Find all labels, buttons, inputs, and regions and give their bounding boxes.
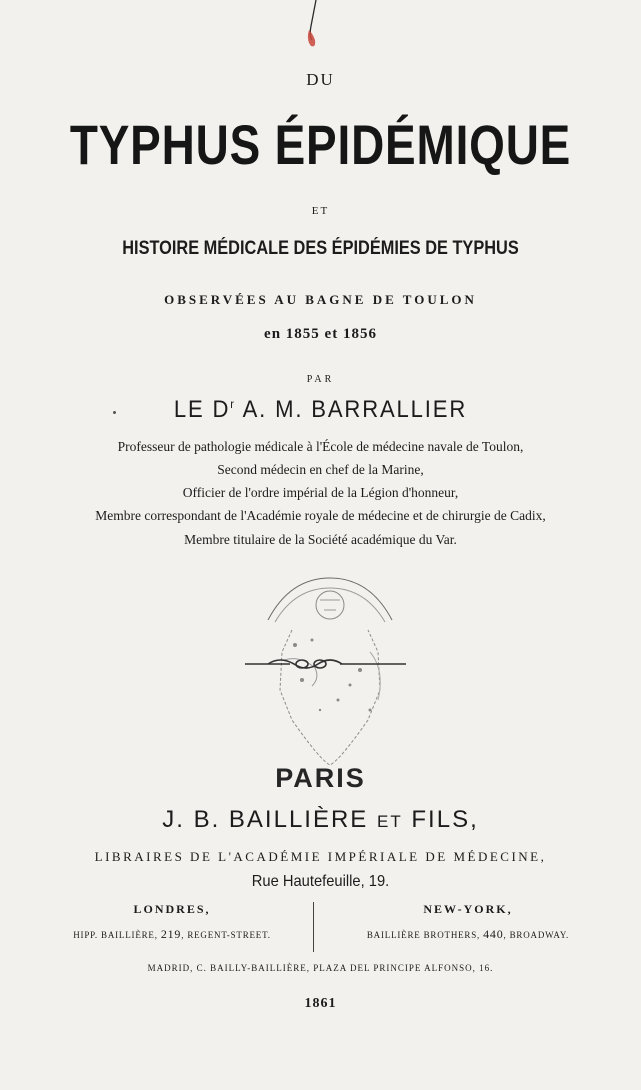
london-address: [32, 927, 312, 942]
publisher-name: J. B. BAILLIÈRE: [162, 806, 369, 833]
newyork-imprint: [318, 902, 618, 942]
credential-line: Membre titulaire de la Société académique du Var.: [184, 532, 457, 547]
city-paris: PARIS: [275, 763, 366, 793]
credential-line: Second médecin en chef de la Marine,: [217, 462, 424, 477]
newyork-city: NEW-YORK,: [423, 902, 513, 916]
subtitle: HISTOIRE MÉDICALE DES ÉPIDÉMIES DE TYPHUS: [122, 238, 519, 259]
madrid-imprint: MADRID, C. BAILLY-BAILLIÈRE, PLAZA DEL PRINCIPE ALFONSO, 16.: [147, 963, 494, 973]
publisher-line: [0, 806, 641, 834]
du-word: DU: [306, 70, 335, 89]
newyork-address-name: BAILLIÈRE BROTHERS,: [366, 930, 484, 940]
london-address-street: , REGENT-STREET.: [181, 930, 271, 940]
london-imprint: [32, 902, 312, 942]
main-title: TYPHUS ÉPIDÉMIQUE: [69, 113, 572, 176]
street-address: Rue Hautefeuille, 19.: [251, 873, 390, 890]
newyork-address-number: 440: [483, 927, 504, 941]
dates-line: en 1855 et 1856: [264, 326, 377, 342]
author-full-name: A. M. BARRALLIER: [235, 396, 468, 423]
observees-line: OBSERVÉES AU BAGNE DE TOULON: [164, 292, 477, 307]
publisher-et: ET: [376, 812, 403, 831]
author-prefix: LE D: [173, 396, 231, 423]
column-divider: [313, 902, 314, 952]
par-word: PAR: [306, 374, 335, 385]
author-prefix-sup: r: [230, 397, 236, 411]
publication-year: 1861: [304, 996, 337, 1011]
london-address-number: 219: [160, 927, 182, 941]
credential-line: Officier de l'ordre impérial de la Légion d'honneur,: [182, 485, 459, 500]
credential-line: Professeur de pathologie médicale à l'École de médecine navale de Toulon,: [117, 439, 524, 454]
credential-line: Membre correspondant de l'Académie royale de médecine et de chirurgie de Cadix,: [95, 508, 546, 523]
author-name: [26, 396, 616, 424]
london-city: LONDRES,: [133, 902, 211, 916]
newyork-address: [318, 927, 618, 942]
publisher-fils: FILS,: [411, 806, 479, 833]
london-address-name: HIPP. BAILLIÈRE,: [73, 930, 161, 940]
libraires-line: LIBRAIRES DE L'ACADÉMIE IMPÉRIALE DE MÉDECINE,: [94, 849, 547, 864]
newyork-address-street: , BROADWAY.: [503, 930, 570, 940]
publisher-emblem-icon: [220, 560, 440, 770]
red-ink-stroke-icon: [300, 0, 324, 52]
et-word: ET: [311, 205, 330, 217]
